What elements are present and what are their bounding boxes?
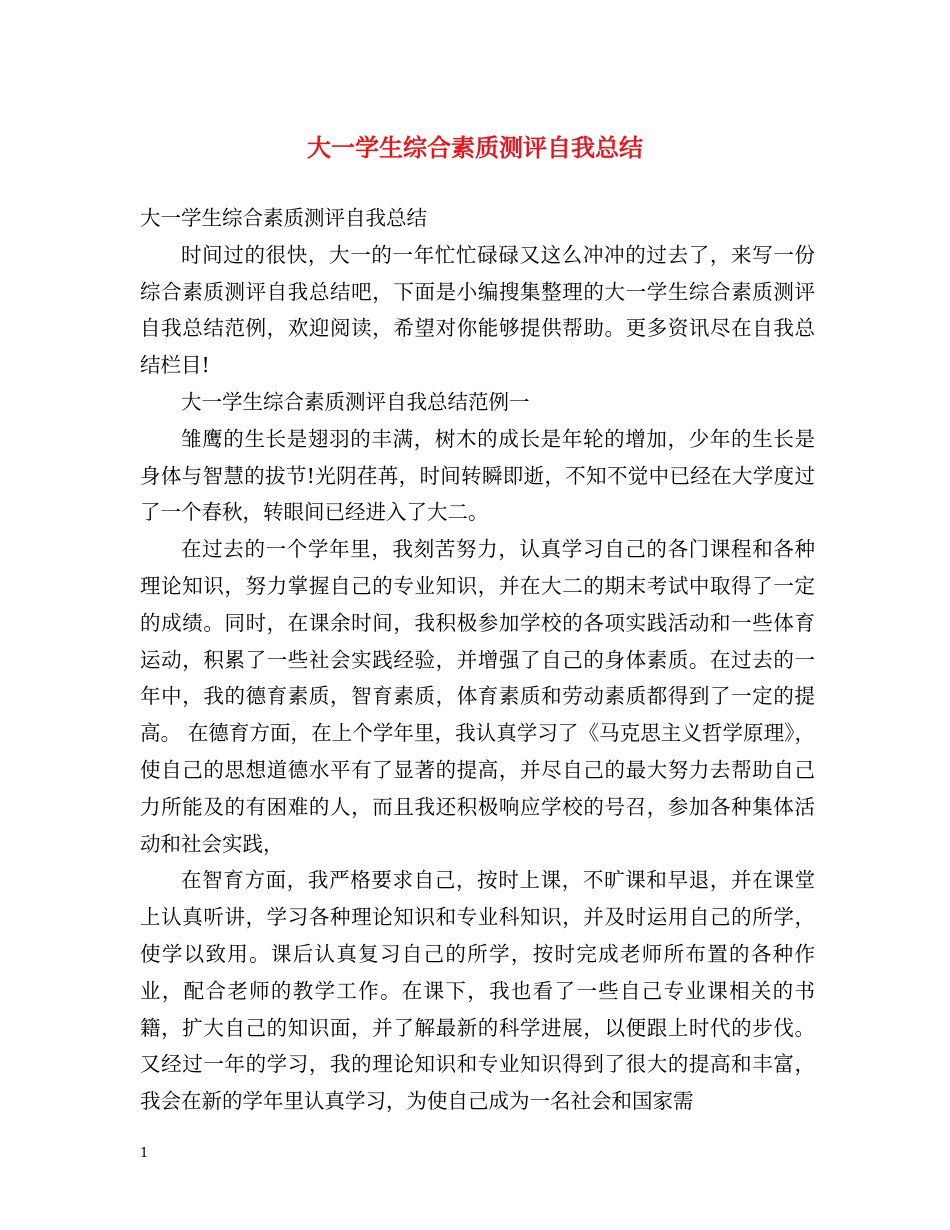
page-number: 1 [140, 1146, 149, 1161]
subtitle-paragraph: 大一学生综合素质测评自我总结 [140, 206, 427, 230]
section-heading: 大一学生综合素质测评自我总结范例一 [181, 389, 530, 414]
body-paragraph: 在智育方面，我严格要求自己，按时上课，不旷课和早退，并在课堂上认真听讲，学习各种理论知识和专业科知识，并及时运用自己的所学，使学以致用。课后认真复习自己的所学，按时完成老师所布置的各种作业，配合老师的教学工作。在课下，我也看了一些自己专业课相关的书籍，扩大自己的知识面，并了解最新的科学进展，以便跟上时代的步伐。又经过一年的学习，我的理论知识和专业知识得到了很大的提高和丰富，我会在新的学年里认真学习，为使自己成为一名社会和国家需 [140, 868, 815, 1114]
document-title: 大一学生综合素质测评自我总结 [307, 133, 643, 162]
intro-paragraph: 时间过的很快，大一的一年忙忙碌碌又这么冲冲的过去了，来写一份综合素质测评自我总结吧，下面是小编搜集整理的大一学生综合素质测评自我总结范例，欢迎阅读，希望对你能够提供帮助。更多资讯尽在自我总结栏目! [140, 242, 815, 378]
body-paragraph: 在过去的一个学年里，我刻苦努力，认真学习自己的各门课程和各种理论知识，努力掌握自己的专业知识，并在大二的期末考试中取得了一定的成绩。同时，在课余时间，我积极参加学校的各项实践活动和一些体育运动，积累了一些社会实践经验，并增强了自己的身体素质。在过去的一年中，我的德育素质，智育素质，体育素质和劳动素质都得到了一定的提高。 在德育方面，在上个学年里，我认真学习了《马克思主义哲学原理》，使自己的思想道德水平有了显著的提高，并尽自己的最大努力去帮助自己力所能及的有困难的人，而且我还积极响应学校的号召，参加各种集体活动和社会实践， [140, 537, 815, 856]
document-body [140, 200, 815, 1120]
body-paragraph: 雏鹰的生长是翅羽的丰满，树木的成长是年轮的增加，少年的生长是身体与智慧的拔节!光阴荏苒，时间转瞬即逝，不知不觉中已经在大学度过了一个春秋，转眼间已经进入了大二。 [140, 426, 815, 525]
